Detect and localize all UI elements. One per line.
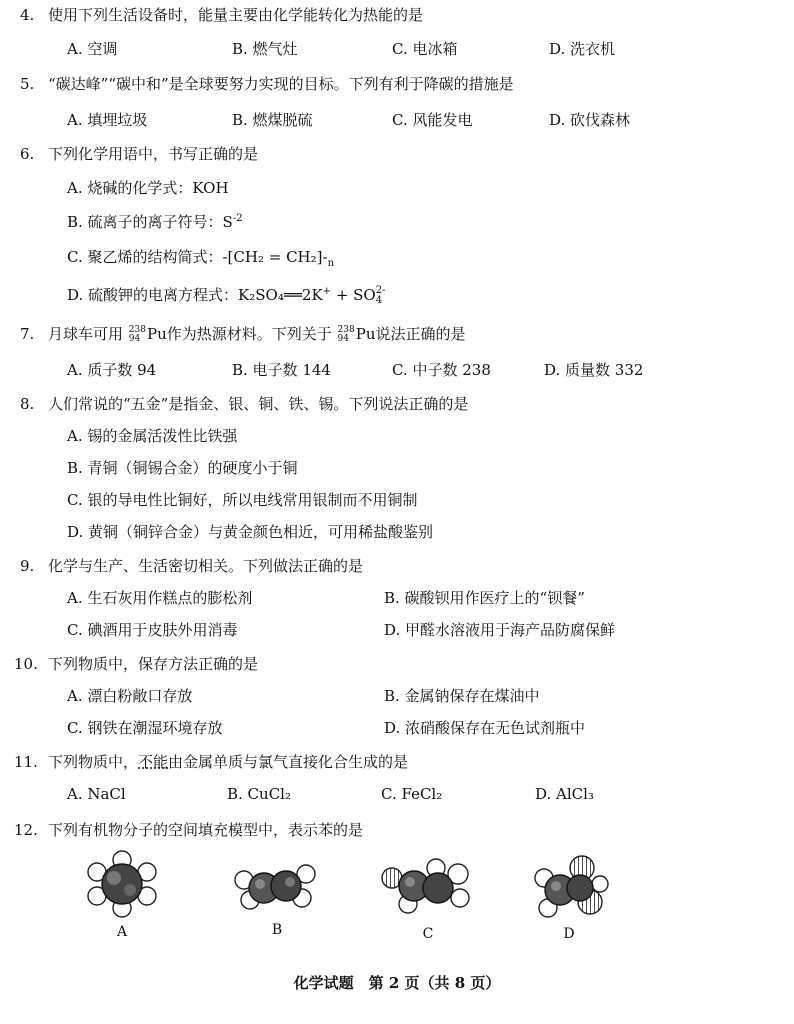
- nuclide-numbers: [338, 326, 355, 344]
- element-symbol: Pu: [355, 325, 376, 343]
- question-text: 下列物质中，保存方法正确的是: [48, 655, 259, 673]
- option-text: D. 硫酸钾的电离方程式：K₂SO₄══2K: [67, 286, 323, 304]
- option-c: C. 钢铁在潮湿环境存放: [67, 719, 223, 737]
- option-b: B. 电子数 144: [232, 361, 331, 379]
- option-c: [67, 246, 334, 267]
- page-footer: 化学试题 第 2 页（共 8 页）: [293, 974, 501, 992]
- option-a: A. 生石灰用作糕点的膨松剂: [67, 589, 253, 607]
- option-a: A. 空调: [67, 40, 118, 58]
- model-a-image: [82, 848, 162, 918]
- question-4-stem: [20, 4, 423, 25]
- option-b: B. 燃气灶: [232, 40, 298, 58]
- charge-superscript: -2: [232, 213, 243, 224]
- question-number: 5.: [20, 75, 35, 93]
- question-number: 4.: [20, 6, 35, 24]
- question-text: 下列物质中，: [48, 753, 139, 771]
- option-text: + SO: [331, 286, 376, 304]
- polymer-bracket-close: ]-: [316, 248, 328, 266]
- model-b-image: [230, 860, 320, 915]
- question-number: 7.: [20, 325, 35, 343]
- emphasized-text: 不能: [138, 753, 169, 771]
- option-text: B. 硫离子的离子符号：S: [67, 213, 233, 231]
- question-number: 6.: [20, 145, 35, 163]
- option-a: A. 漂白粉敞口存放: [67, 687, 193, 705]
- model-c-label: C: [422, 926, 434, 942]
- option-d: D. 洗衣机: [549, 40, 616, 58]
- question-text: 人们常说的“五金”是指金、银、铜、铁、锡。下列说法正确的是: [48, 395, 469, 413]
- model-c-image: [378, 856, 472, 920]
- polymer-bracket-open: -[: [222, 248, 234, 266]
- sulfate-sub-sup: [376, 286, 386, 306]
- mass-number: 238: [128, 325, 146, 335]
- option-a: A. 烧碱的化学式：KOH: [67, 179, 229, 197]
- model-d-image: [530, 852, 610, 922]
- option-a: A. NaCl: [67, 785, 126, 803]
- option-b: B. CuCl₂: [227, 785, 291, 803]
- question-11-stem: [14, 751, 408, 772]
- option-d: D. 黄铜（铜锌合金）与黄金颜色相近，可用稀盐酸鉴别: [67, 523, 434, 541]
- question-12-stem: [14, 819, 363, 840]
- option-b: B. 青铜（铜锡合金）的硬度小于铜: [67, 459, 298, 477]
- mass-number: 238: [337, 325, 355, 335]
- option-c: C. 碘酒用于皮肤外用消毒: [67, 621, 238, 639]
- question-number: 12.: [14, 821, 38, 839]
- question-9-stem: [20, 555, 363, 576]
- option-b: B. 碳酸钡用作医疗上的“钡餐”: [384, 589, 585, 607]
- charge-superscript: +: [322, 286, 332, 297]
- option-b: B. 燃煤脱硫: [232, 111, 313, 129]
- question-6-stem: [20, 143, 258, 164]
- question-text: 化学与生产、生活密切相关。下列做法正确的是: [48, 557, 364, 575]
- question-number: 11.: [14, 753, 38, 771]
- question-text: 使用下列生活设备时，能量主要由化学能转化为热能的是: [48, 6, 424, 24]
- option-b: B. 金属钠保存在煤油中: [384, 687, 540, 705]
- option-c: C. FeCl₂: [381, 785, 443, 803]
- question-8-stem: [20, 393, 468, 414]
- option-text: C. 聚乙烯的结构简式：: [67, 248, 223, 266]
- option-d: D. AlCl₃: [535, 785, 594, 803]
- option-c: C. 电冰箱: [392, 40, 458, 58]
- option-d: D. 砍伐森林: [549, 111, 631, 129]
- atomic-number: 94: [128, 334, 141, 344]
- question-text: 说法正确的是: [375, 325, 466, 343]
- option-c: C. 银的导电性比铜好，所以电线常用银制而不用铜制: [67, 491, 418, 509]
- atomic-number: 94: [337, 334, 349, 344]
- option-c: C. 中子数 238: [392, 361, 491, 379]
- option-d: D. 甲醛水溶液用于海产品防腐保鲜: [384, 621, 616, 639]
- option-a: A. 填埋垃圾: [67, 111, 148, 129]
- charge-superscript: 2-: [375, 285, 386, 296]
- polymer-n-subscript: n: [327, 258, 335, 269]
- option-a: A. 质子数 94: [67, 361, 157, 379]
- question-7-stem: [20, 323, 466, 344]
- option-c: C. 风能发电: [392, 111, 473, 129]
- question-number: 9.: [20, 557, 35, 575]
- nuclide-numbers: [129, 326, 146, 344]
- model-a-label: A: [116, 924, 128, 940]
- question-text: 月球车可用: [48, 325, 124, 343]
- option-d: [67, 284, 385, 306]
- option-a: A. 锡的金属活泼性比铁强: [67, 427, 238, 445]
- option-d: D. 浓硝酸保存在无色试剂瓶中: [384, 719, 586, 737]
- model-b-label: B: [271, 922, 283, 938]
- question-text: “碳达峰”“碳中和”是全球要努力实现的目标。下列有利于降碳的措施是: [48, 75, 514, 93]
- question-text: 作为热源材料。下列关于: [166, 325, 332, 343]
- question-text: 下列有机物分子的空间填充模型中，表示苯的是: [48, 821, 364, 839]
- model-d-label: D: [563, 926, 575, 942]
- question-number: 10.: [14, 655, 38, 673]
- element-symbol: Pu: [146, 325, 167, 343]
- polymer-formula: CH₂ = CH₂: [233, 248, 317, 266]
- option-d: D. 质量数 332: [544, 361, 644, 379]
- question-10-stem: [14, 653, 258, 674]
- question-text: 下列化学用语中，书写正确的是: [48, 145, 259, 163]
- question-number: 8.: [20, 395, 35, 413]
- question-text: 由金属单质与氯气直接化合生成的是: [168, 753, 409, 771]
- question-5-stem: [20, 73, 514, 94]
- option-b: [67, 211, 243, 232]
- atom-count-subscript: 4: [375, 295, 383, 306]
